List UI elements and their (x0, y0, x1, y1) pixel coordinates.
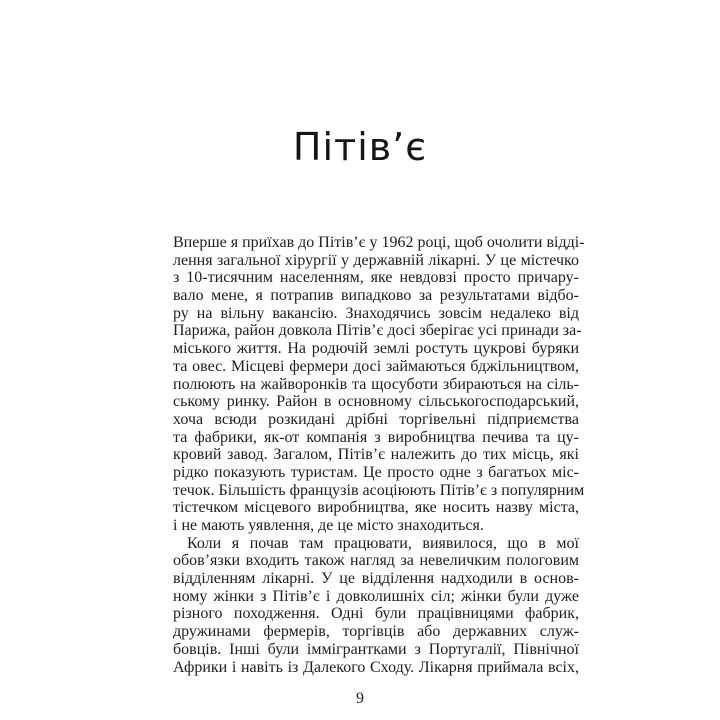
text-line: кровий завод. Загалом, Пітів’є належить до тих місць, які (173, 446, 579, 464)
text-line: рідко показують туристам. Це просто одне з багатьох міс- (173, 463, 579, 481)
body-text (173, 234, 585, 676)
text-line: різного походження. Одні були працівницями фабрик, (173, 605, 579, 623)
text-line: обов’язки входить також нагляд за невеличким пологовим (173, 552, 579, 570)
page-number: 9 (356, 690, 364, 707)
text-line: і не мають уявлення, де це місто знаходиться. (173, 517, 484, 534)
text-line: тістечком місцевого виробництва, яке носить назву міста, (173, 499, 579, 517)
text-line: вало мене, я потрапив випадково за результатами відбо- (173, 287, 579, 305)
text-line: дружинами фермерів, торгівців або державних служ- (173, 623, 579, 641)
text-line: Парижа, район довкола Пітів’є досі зберігає усі принади за- (173, 322, 582, 340)
chapter-title: Пітів’є (292, 125, 428, 169)
text-line: відділенням лікарні. У це відділення надходили в основ- (173, 570, 579, 588)
text-line: полюють на жайворонків та щосуботи збираються на сіль- (173, 375, 579, 393)
text-line: ному жінки з Пітів’є і довколишніх сіл; жінки були дуже (173, 587, 579, 605)
text-line: з 10-тисячним населенням, яке невдовзі просто причару- (173, 269, 579, 287)
text-line: ському ринку. Район в основному сільськогосподарський, (173, 393, 579, 411)
text-line: Вперше я приїхав до Пітів’є у 1962 році, щоб очолити відді- (173, 234, 585, 251)
text-line: лення загальної хірургії у державній лікарні. У це містечко (173, 251, 579, 269)
text-line: хоча всюди розкидані дрібні торгівельні підприємства (173, 410, 579, 428)
text-line: та фабрики, як-от компанія з виробництва печива та цу- (173, 428, 579, 446)
text-line: міського життя. На родючій землі ростуть цукрові буряки (173, 340, 579, 358)
text-line: бовців. Інші були іммігрантками з Португалії, Північної (173, 640, 579, 658)
text-line: течок. Більшість французів асоціюють Пітів’є з популярним (173, 481, 585, 499)
text-line: Коли я почав там працювати, виявилося, що в мої (187, 534, 579, 552)
text-line: Африки і навіть із Далекого Сходу. Лікарня приймала всіх, (173, 658, 579, 676)
text-line: ру на вільну вакансію. Знаходячись зовсім недалеко від (173, 304, 579, 322)
text-line: та овес. Місцеві фермери досі займаються бджільництвом, (173, 357, 579, 375)
